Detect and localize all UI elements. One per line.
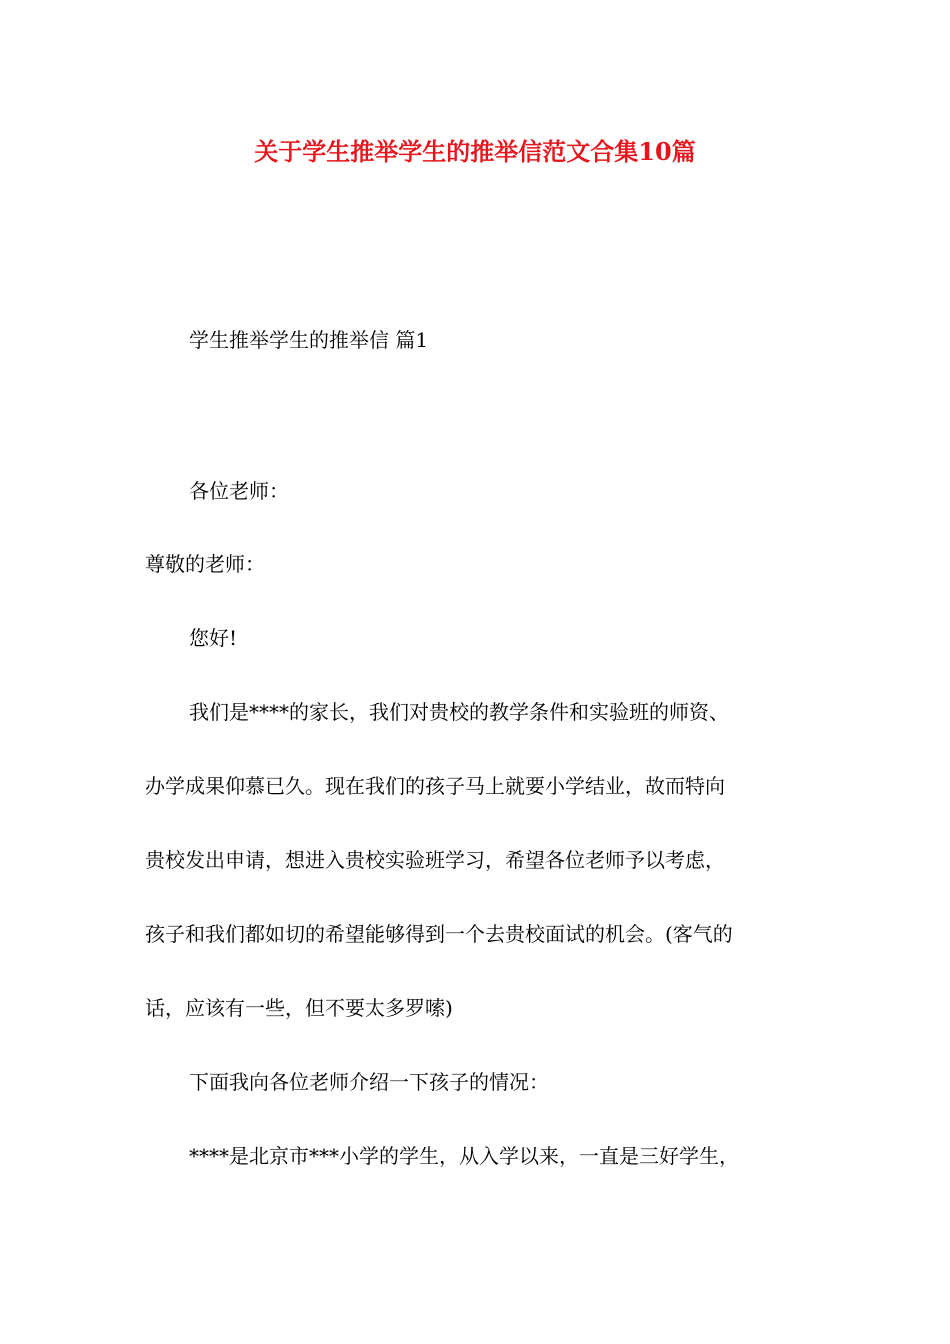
paragraph-line: 办学成果仰慕已久。现在我们的孩子马上就要小学结业，故而特向: [145, 774, 725, 798]
salutation: 您好!: [189, 626, 238, 650]
greeting-respected-teacher: 尊敬的老师：: [145, 552, 265, 576]
paragraph-line: 孩子和我们都如切的希望能够得到一个去贵校面试的机会。(客气的: [145, 922, 733, 946]
paragraph-line: 话，应该有一些，但不要太多罗嗦): [145, 996, 453, 1020]
document-title: 关于学生推举学生的推举信范文合集10篇: [254, 137, 696, 166]
greeting-teachers: 各位老师：: [189, 479, 289, 503]
paragraph-line: 贵校发出申请，想进入贵校实验班学习，希望各位老师予以考虑，: [145, 848, 725, 872]
paragraph-line: ****是北京市***小学的学生，从入学以来，一直是三好学生，: [189, 1144, 739, 1168]
paragraph-intro: 下面我向各位老师介绍一下孩子的情况：: [189, 1070, 549, 1094]
paragraph-line: 我们是****的家长，我们对贵校的教学条件和实验班的师资、: [189, 700, 729, 724]
section-heading: 学生推举学生的推举信 篇1: [189, 328, 429, 352]
